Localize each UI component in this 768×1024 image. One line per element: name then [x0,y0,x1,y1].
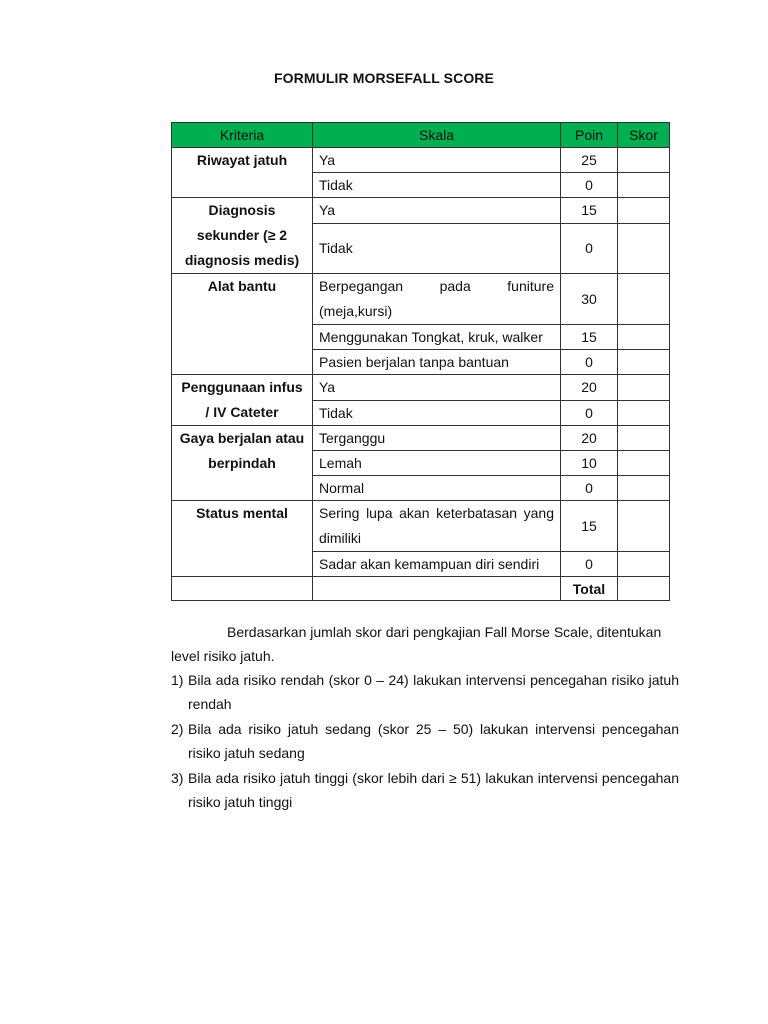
scale-cell: Ya [313,375,561,401]
scale-cell: Tidak [313,173,561,198]
list-text: Bila ada risiko rendah (skor 0 – 24) lakukan intervensi pencegahan risiko jatuh rendah [188,672,679,712]
list-text: Bila ada risiko jatuh sedang (skor 25 – 50) lakukan intervensi pencegahan risiko jatuh sedang [188,721,679,761]
score-cell[interactable] [618,148,670,173]
intro-text: Berdasarkan jumlah skor dari pengkajian Fall Morse Scale, ditentukan level risiko jatuh. [171,624,662,664]
point-cell: 20 [561,375,618,401]
score-cell[interactable] [618,198,670,224]
intro-paragraph [171,620,679,668]
point-cell: 0 [561,552,618,577]
score-cell[interactable] [618,552,670,577]
point-cell: 0 [561,223,618,273]
table-row [172,375,670,401]
total-score-cell[interactable] [618,577,670,601]
score-cell[interactable] [618,375,670,401]
point-cell: 15 [561,325,618,350]
point-cell: 15 [561,501,618,552]
header-kriteria: Kriteria [172,123,313,148]
criterion-status-mental: Status mental [172,501,313,577]
table-row [172,198,670,224]
point-cell: 30 [561,274,618,325]
score-cell[interactable] [618,451,670,476]
table-row [172,426,670,451]
point-cell: 10 [561,451,618,476]
scale-cell: Menggunakan Tongkat, kruk, walker [313,325,561,350]
score-cell[interactable] [618,400,670,426]
table-row [172,501,670,552]
list-number: 2) [171,721,184,737]
list-item [171,668,679,716]
scale-cell: Lemah [313,451,561,476]
list-item [171,717,679,765]
scale-cell: Sadar akan kemampuan diri sendiri [313,552,561,577]
score-cell[interactable] [618,173,670,198]
list-number: 1) [171,672,184,688]
point-cell: 20 [561,426,618,451]
list-number: 3) [171,770,184,786]
score-cell[interactable] [618,476,670,501]
scale-cell: Ya [313,198,561,224]
score-cell[interactable] [618,325,670,350]
point-cell: 0 [561,400,618,426]
point-cell: 15 [561,198,618,224]
scale-cell: Berpegangan pada funiture (meja,kursi) [313,274,561,325]
header-skala: Skala [313,123,561,148]
criterion-gaya-berjalan: Gaya berjalan atau berpindah [172,426,313,501]
empty-cell [313,577,561,601]
criterion-diagnosis-sekunder: Diagnosis sekunder (≥ 2 diagnosis medis) [172,198,313,274]
list-item [171,766,679,814]
criterion-riwayat-jatuh: Riwayat jatuh [172,148,313,198]
scale-cell: Normal [313,476,561,501]
total-label: Total [561,577,618,601]
point-cell: 25 [561,148,618,173]
scale-cell: Terganggu [313,426,561,451]
score-cell[interactable] [618,223,670,273]
header-skor: Skor [618,123,670,148]
form-title: FORMULIR MORSEFALL SCORE [274,70,494,86]
score-cell[interactable] [618,274,670,325]
scale-cell: Sering lupa akan keterbatasan yang dimiliki [313,501,561,552]
point-cell: 0 [561,173,618,198]
empty-cell [172,577,313,601]
table-row [172,274,670,325]
table-row [172,148,670,173]
criterion-penggunaan-infus: Penggunaan infus / IV Cateter [172,375,313,426]
total-row [172,577,670,601]
morse-fall-score-table [171,122,670,601]
risk-rules-list [171,668,679,815]
criterion-alat-bantu: Alat bantu [172,274,313,375]
list-text: Bila ada risiko jatuh tinggi (skor lebih dari ≥ 51) lakukan intervensi pencegahan risiko jatuh tinggi [188,770,679,810]
table-header-row [172,123,670,148]
scale-cell: Ya [313,148,561,173]
header-poin: Poin [561,123,618,148]
score-cell[interactable] [618,426,670,451]
scale-cell: Pasien berjalan tanpa bantuan [313,350,561,375]
score-cell[interactable] [618,350,670,375]
point-cell: 0 [561,476,618,501]
point-cell: 0 [561,350,618,375]
scale-cell: Tidak [313,400,561,426]
score-cell[interactable] [618,501,670,552]
scale-cell: Tidak [313,223,561,273]
